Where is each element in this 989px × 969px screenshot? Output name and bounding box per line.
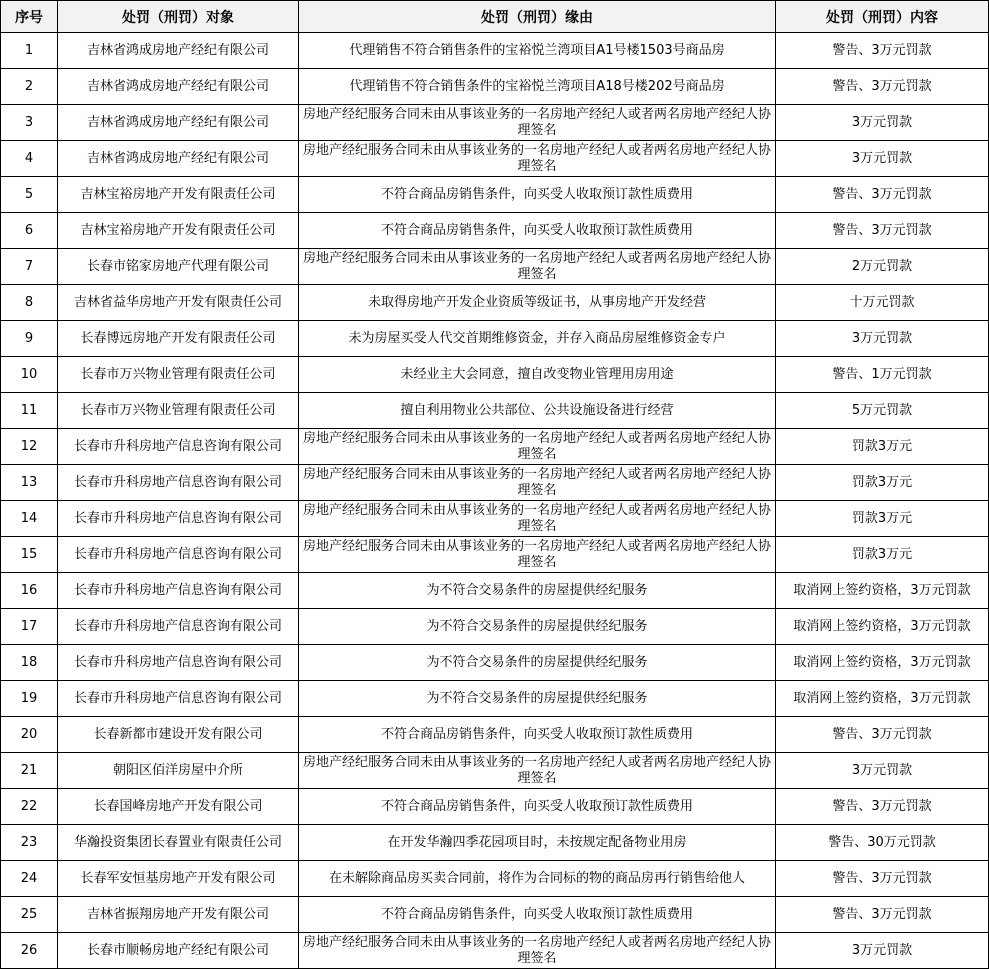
row-index-cell: 20 xyxy=(1,717,58,753)
row-reason-cell: 房地产经纪服务合同未由从事该业务的一名房地产经纪人或者两名房地产经纪人协理签名 xyxy=(299,537,776,573)
row-target-cell: 吉林省鸿成房地产经纪有限公司 xyxy=(58,33,299,69)
table-row xyxy=(1,465,989,501)
row-penalty-cell: 3万元罚款 xyxy=(776,753,989,789)
row-index-cell: 21 xyxy=(1,753,58,789)
row-penalty-cell: 警告、30万元罚款 xyxy=(776,825,989,861)
row-target-cell: 长春军安恒基房地产开发有限公司 xyxy=(58,861,299,897)
row-penalty-cell: 取消网上签约资格，3万元罚款 xyxy=(776,573,989,609)
row-penalty-cell: 警告、3万元罚款 xyxy=(776,897,989,933)
row-target-cell: 吉林省鸿成房地产经纪有限公司 xyxy=(58,105,299,141)
row-reason-cell: 房地产经纪服务合同未由从事该业务的一名房地产经纪人或者两名房地产经纪人协理签名 xyxy=(299,249,776,285)
header-reason: 处罚（刑罚）缘由 xyxy=(299,1,776,33)
table-row xyxy=(1,141,989,177)
table-row xyxy=(1,105,989,141)
row-target-cell: 长春市升科房地产信息咨询有限公司 xyxy=(58,501,299,537)
header-target: 处罚（刑罚）对象 xyxy=(58,1,299,33)
table-row xyxy=(1,321,989,357)
row-reason-cell: 代理销售不符合销售条件的宝裕悦兰湾项目A18号楼202号商品房 xyxy=(299,69,776,105)
row-reason-cell: 擅自利用物业公共部位、公共设施设备进行经营 xyxy=(299,393,776,429)
row-reason-cell: 不符合商品房销售条件，向买受人收取预订款性质费用 xyxy=(299,789,776,825)
row-index-cell: 26 xyxy=(1,933,58,969)
header-penalty: 处罚（刑罚）内容 xyxy=(776,1,989,33)
row-index-cell: 2 xyxy=(1,69,58,105)
row-target-cell: 朝阳区佰洋房屋中介所 xyxy=(58,753,299,789)
row-target-cell: 长春市升科房地产信息咨询有限公司 xyxy=(58,537,299,573)
row-reason-cell: 房地产经纪服务合同未由从事该业务的一名房地产经纪人或者两名房地产经纪人协理签名 xyxy=(299,429,776,465)
table-row xyxy=(1,933,989,969)
row-target-cell: 长春市升科房地产信息咨询有限公司 xyxy=(58,645,299,681)
row-penalty-cell: 3万元罚款 xyxy=(776,105,989,141)
row-target-cell: 吉林省振翔房地产开发有限公司 xyxy=(58,897,299,933)
row-penalty-cell: 罚款3万元 xyxy=(776,465,989,501)
table-row xyxy=(1,609,989,645)
row-target-cell: 长春国峰房地产开发有限公司 xyxy=(58,789,299,825)
row-target-cell: 长春市升科房地产信息咨询有限公司 xyxy=(58,609,299,645)
table-row xyxy=(1,897,989,933)
row-target-cell: 长春市升科房地产信息咨询有限公司 xyxy=(58,465,299,501)
row-penalty-cell: 十万元罚款 xyxy=(776,285,989,321)
row-index-cell: 1 xyxy=(1,33,58,69)
row-target-cell: 吉林省鸿成房地产经纪有限公司 xyxy=(58,69,299,105)
row-reason-cell: 在开发华瀚四季花园项目时，未按规定配备物业用房 xyxy=(299,825,776,861)
row-target-cell: 吉林宝裕房地产开发有限责任公司 xyxy=(58,213,299,249)
row-reason-cell: 房地产经纪服务合同未由从事该业务的一名房地产经纪人或者两名房地产经纪人协理签名 xyxy=(299,753,776,789)
row-index-cell: 6 xyxy=(1,213,58,249)
row-reason-cell: 房地产经纪服务合同未由从事该业务的一名房地产经纪人或者两名房地产经纪人协理签名 xyxy=(299,933,776,969)
row-reason-cell: 不符合商品房销售条件，向买受人收取预订款性质费用 xyxy=(299,897,776,933)
row-reason-cell: 代理销售不符合销售条件的宝裕悦兰湾项目A1号楼1503号商品房 xyxy=(299,33,776,69)
row-penalty-cell: 2万元罚款 xyxy=(776,249,989,285)
row-index-cell: 25 xyxy=(1,897,58,933)
row-reason-cell: 不符合商品房销售条件，向买受人收取预订款性质费用 xyxy=(299,177,776,213)
row-penalty-cell: 3万元罚款 xyxy=(776,321,989,357)
table-row xyxy=(1,753,989,789)
header-index: 序号 xyxy=(1,1,58,33)
table-row xyxy=(1,645,989,681)
row-target-cell: 长春市升科房地产信息咨询有限公司 xyxy=(58,681,299,717)
row-index-cell: 11 xyxy=(1,393,58,429)
row-penalty-cell: 3万元罚款 xyxy=(776,141,989,177)
row-target-cell: 华瀚投资集团长春置业有限责任公司 xyxy=(58,825,299,861)
table-row xyxy=(1,249,989,285)
table-row xyxy=(1,69,989,105)
row-reason-cell: 未为房屋买受人代交首期维修资金，并存入商品房屋维修资金专户 xyxy=(299,321,776,357)
table-row xyxy=(1,177,989,213)
row-penalty-cell: 警告、3万元罚款 xyxy=(776,861,989,897)
row-target-cell: 长春市铭家房地产代理有限公司 xyxy=(58,249,299,285)
row-index-cell: 12 xyxy=(1,429,58,465)
row-index-cell: 19 xyxy=(1,681,58,717)
row-index-cell: 18 xyxy=(1,645,58,681)
table-row xyxy=(1,573,989,609)
row-penalty-cell: 取消网上签约资格，3万元罚款 xyxy=(776,681,989,717)
row-reason-cell: 房地产经纪服务合同未由从事该业务的一名房地产经纪人或者两名房地产经纪人协理签名 xyxy=(299,141,776,177)
row-penalty-cell: 取消网上签约资格，3万元罚款 xyxy=(776,609,989,645)
row-reason-cell: 未取得房地产开发企业资质等级证书，从事房地产开发经营 xyxy=(299,285,776,321)
row-index-cell: 8 xyxy=(1,285,58,321)
row-reason-cell: 为不符合交易条件的房屋提供经纪服务 xyxy=(299,609,776,645)
table-row xyxy=(1,861,989,897)
row-target-cell: 吉林宝裕房地产开发有限责任公司 xyxy=(58,177,299,213)
row-penalty-cell: 警告、3万元罚款 xyxy=(776,717,989,753)
row-index-cell: 16 xyxy=(1,573,58,609)
table-row xyxy=(1,825,989,861)
row-penalty-cell: 5万元罚款 xyxy=(776,393,989,429)
row-target-cell: 长春博远房地产开发有限责任公司 xyxy=(58,321,299,357)
table-row xyxy=(1,501,989,537)
table-row xyxy=(1,285,989,321)
row-penalty-cell: 警告、3万元罚款 xyxy=(776,69,989,105)
table-row xyxy=(1,33,989,69)
table-row xyxy=(1,213,989,249)
row-index-cell: 5 xyxy=(1,177,58,213)
header-row xyxy=(1,1,989,33)
row-penalty-cell: 警告、3万元罚款 xyxy=(776,789,989,825)
row-reason-cell: 不符合商品房销售条件，向买受人收取预订款性质费用 xyxy=(299,717,776,753)
row-target-cell: 长春市万兴物业管理有限责任公司 xyxy=(58,393,299,429)
row-target-cell: 长春市升科房地产信息咨询有限公司 xyxy=(58,573,299,609)
row-target-cell: 长春新都市建设开发有限公司 xyxy=(58,717,299,753)
table-row xyxy=(1,393,989,429)
row-penalty-cell: 罚款3万元 xyxy=(776,537,989,573)
row-index-cell: 22 xyxy=(1,789,58,825)
row-penalty-cell: 警告、1万元罚款 xyxy=(776,357,989,393)
row-index-cell: 17 xyxy=(1,609,58,645)
row-index-cell: 14 xyxy=(1,501,58,537)
row-index-cell: 10 xyxy=(1,357,58,393)
row-reason-cell: 房地产经纪服务合同未由从事该业务的一名房地产经纪人或者两名房地产经纪人协理签名 xyxy=(299,465,776,501)
row-index-cell: 3 xyxy=(1,105,58,141)
row-index-cell: 15 xyxy=(1,537,58,573)
row-penalty-cell: 罚款3万元 xyxy=(776,429,989,465)
row-reason-cell: 为不符合交易条件的房屋提供经纪服务 xyxy=(299,681,776,717)
table-row xyxy=(1,717,989,753)
table-row xyxy=(1,789,989,825)
row-index-cell: 13 xyxy=(1,465,58,501)
row-index-cell: 7 xyxy=(1,249,58,285)
table-row xyxy=(1,429,989,465)
row-reason-cell: 为不符合交易条件的房屋提供经纪服务 xyxy=(299,645,776,681)
table-row xyxy=(1,681,989,717)
row-penalty-cell: 警告、3万元罚款 xyxy=(776,213,989,249)
row-reason-cell: 房地产经纪服务合同未由从事该业务的一名房地产经纪人或者两名房地产经纪人协理签名 xyxy=(299,501,776,537)
row-reason-cell: 未经业主大会同意，擅自改变物业管理用房用途 xyxy=(299,357,776,393)
row-reason-cell: 不符合商品房销售条件，向买受人收取预订款性质费用 xyxy=(299,213,776,249)
row-target-cell: 吉林省鸿成房地产经纪有限公司 xyxy=(58,141,299,177)
row-index-cell: 24 xyxy=(1,861,58,897)
row-penalty-cell: 警告、3万元罚款 xyxy=(776,177,989,213)
row-reason-cell: 房地产经纪服务合同未由从事该业务的一名房地产经纪人或者两名房地产经纪人协理签名 xyxy=(299,105,776,141)
row-index-cell: 9 xyxy=(1,321,58,357)
table-body xyxy=(1,33,989,969)
row-target-cell: 吉林省益华房地产开发有限责任公司 xyxy=(58,285,299,321)
row-penalty-cell: 警告、3万元罚款 xyxy=(776,33,989,69)
row-penalty-cell: 罚款3万元 xyxy=(776,501,989,537)
row-target-cell: 长春市万兴物业管理有限责任公司 xyxy=(58,357,299,393)
row-target-cell: 长春市顺畅房地产经纪有限公司 xyxy=(58,933,299,969)
row-penalty-cell: 取消网上签约资格，3万元罚款 xyxy=(776,645,989,681)
row-reason-cell: 在未解除商品房买卖合同前，将作为合同标的物的商品房再行销售给他人 xyxy=(299,861,776,897)
row-index-cell: 23 xyxy=(1,825,58,861)
row-penalty-cell: 3万元罚款 xyxy=(776,933,989,969)
row-index-cell: 4 xyxy=(1,141,58,177)
row-reason-cell: 为不符合交易条件的房屋提供经纪服务 xyxy=(299,573,776,609)
table-row xyxy=(1,537,989,573)
row-target-cell: 长春市升科房地产信息咨询有限公司 xyxy=(58,429,299,465)
table-row xyxy=(1,357,989,393)
